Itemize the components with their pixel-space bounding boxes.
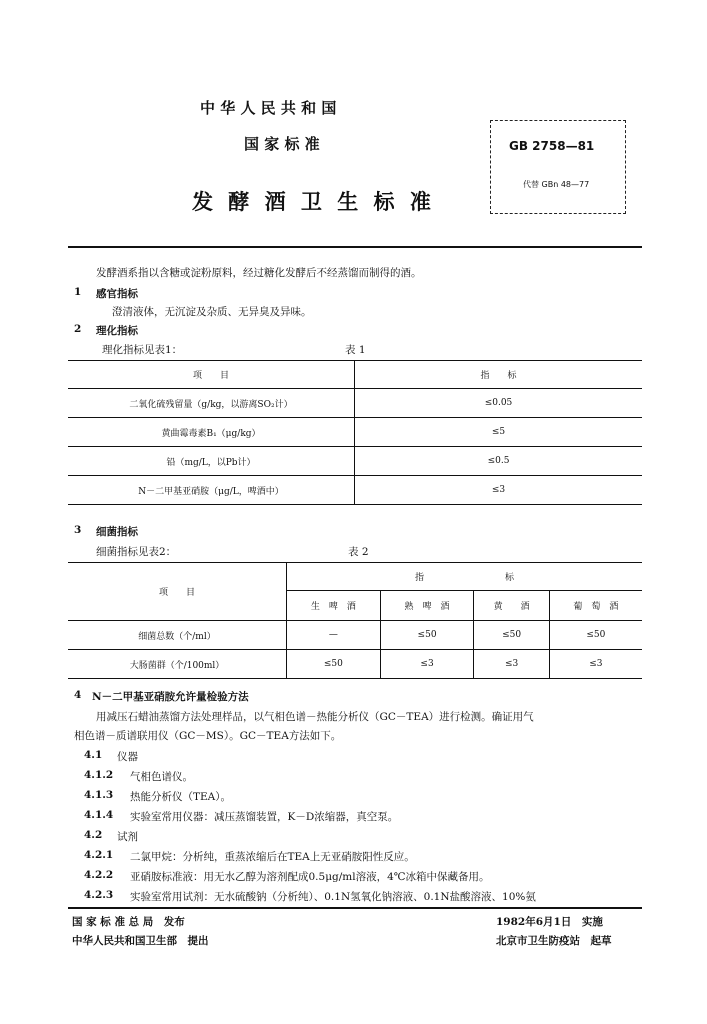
- section-4-number: 4: [74, 689, 82, 701]
- table-1-header-index: 指 标: [480, 371, 517, 381]
- table-cell: N－二甲基亚硝胺（μg/L，啤酒中）: [68, 476, 355, 505]
- table-row: [68, 476, 642, 505]
- table-cell: 铅（mg/L，以Pb计）: [68, 447, 355, 476]
- table-cell: 细菌总数（个/ml）: [68, 621, 287, 650]
- table-row: [68, 447, 642, 476]
- table-2-col-header: 葡 萄 酒: [573, 602, 619, 612]
- footer-proposer: 中华人民共和国卫生部 提出: [72, 935, 209, 947]
- clause-text: 气相色谱仪。: [130, 771, 193, 783]
- table-cell: ≤3: [491, 485, 506, 495]
- table-cell: ≤0.05: [484, 398, 513, 408]
- clause-text: 实验室常用试剂：无水硫酸钠（分析纯）、0.1N氢氧化钠溶液、0.1N盐酸溶液、10%氨: [130, 891, 536, 903]
- clause-number: 4.1.2: [84, 769, 114, 781]
- table-cell: ≤50: [474, 621, 549, 650]
- section-3-title: 细菌指标: [96, 526, 138, 538]
- clause-text: 仪器: [117, 751, 138, 763]
- table-2-title: 表 2: [348, 546, 369, 558]
- clause-number: 4.1.4: [84, 809, 114, 821]
- clause-number: 4.2: [84, 829, 103, 841]
- intro-text: 发酵酒系指以含糖或淀粉原料，经过糖化发酵后不经蒸馏而制得的酒。: [96, 267, 422, 279]
- table-cell: 大肠菌群（个/100ml）: [68, 650, 287, 679]
- clause-text: 试剂: [117, 831, 138, 843]
- table-cell: ≤3: [380, 650, 474, 679]
- section-4-body-line-2: 相色谱－质谱联用仪（GC－MS）。GC－TEA方法如下。: [74, 730, 342, 742]
- section-4-title: N－二甲基亚硝胺允许量检验方法: [92, 691, 249, 703]
- table-cell: ≤50: [586, 630, 606, 640]
- clause-number: 4.2.1: [84, 849, 114, 861]
- table-row: [68, 389, 642, 418]
- table-cell: ≤3: [589, 659, 603, 669]
- table-2: [68, 562, 642, 679]
- footer-rule: [68, 907, 642, 909]
- table-cell: ≤0.5: [487, 456, 510, 466]
- table-1-reference: 理化指标见表1：: [102, 344, 183, 356]
- footer-drafter: 北京市卫生防疫站 起草: [496, 935, 612, 947]
- table-2-reference: 细菌指标见表2：: [96, 546, 177, 558]
- document-title: 发 酵 酒 卫 生 标 准: [192, 189, 435, 214]
- table-row: [68, 621, 642, 650]
- section-1-body: 澄清液体，无沉淀及杂质、无异臭及异味。: [112, 306, 312, 318]
- table-2-header-index: 指 标: [414, 573, 514, 583]
- table-2-col-header: 黄 酒: [474, 591, 549, 621]
- clause-number: 4.1.3: [84, 789, 114, 801]
- section-1-number: 1: [74, 286, 82, 298]
- table-cell: ≤50: [287, 650, 381, 679]
- table-2-col-header: 熟 啤 酒: [380, 591, 474, 621]
- clause-number: 4.2.3: [84, 889, 114, 901]
- table-row: [68, 563, 642, 591]
- section-3-number: 3: [74, 524, 82, 536]
- table-2-header-item: 项 目: [68, 563, 287, 621]
- table-cell: ≤3: [474, 650, 549, 679]
- standard-category: 国 家 标 准: [244, 135, 320, 153]
- clause-number: 4.1: [84, 749, 103, 761]
- footer-issuer: 国 家 标 准 总 局 发布: [72, 916, 185, 928]
- country-name: 中 华 人 民 共 和 国: [200, 99, 337, 117]
- clause-number: 4.2.2: [84, 869, 114, 881]
- clause-text: 二氯甲烷：分析纯，重蒸浓缩后在TEA上无亚硝胺阳性反应。: [130, 851, 415, 863]
- clause-text: 亚硝胺标准液：用无水乙醇为溶剂配成0.5μg/ml溶液，4℃冰箱中保藏备用。: [130, 871, 490, 883]
- footer-effective-date: 1982年6月1日 实施: [496, 916, 603, 928]
- section-2-number: 2: [74, 323, 82, 335]
- table-row: [68, 418, 642, 447]
- table-1-title: 表 1: [345, 344, 366, 356]
- table-cell: —: [287, 621, 381, 650]
- table-1: [68, 360, 642, 505]
- replaces-standard: 代替 GBn 48—77: [523, 180, 590, 189]
- section-4-body-line-1: 用减压石蜡油蒸馏方法处理样品，以气相色谱－热能分析仪（GC－TEA）进行检测。确证用气: [96, 711, 534, 723]
- header-rule: [68, 246, 642, 248]
- table-cell: 二氧化硫残留量（g/kg，以游离SO₂计）: [68, 389, 355, 418]
- table-row: [68, 650, 642, 679]
- table-2-col-header: 生 啤 酒: [287, 591, 381, 621]
- clause-text: 实验室常用仪器：减压蒸馏装置，K－D浓缩器，真空泵。: [130, 811, 399, 823]
- table-1-header-item: 项 目: [68, 361, 355, 389]
- table-cell: ≤5: [491, 427, 506, 437]
- clause-text: 热能分析仪（TEA）。: [130, 791, 232, 803]
- standard-number-box: [490, 120, 626, 214]
- standard-number: GB 2758—81: [509, 139, 595, 153]
- table-cell: ≤50: [380, 621, 474, 650]
- section-1-title: 感官指标: [96, 288, 138, 300]
- table-row: [68, 361, 642, 389]
- section-2-title: 理化指标: [96, 325, 138, 337]
- table-cell: 黄曲霉毒素B₁（μg/kg）: [68, 418, 355, 447]
